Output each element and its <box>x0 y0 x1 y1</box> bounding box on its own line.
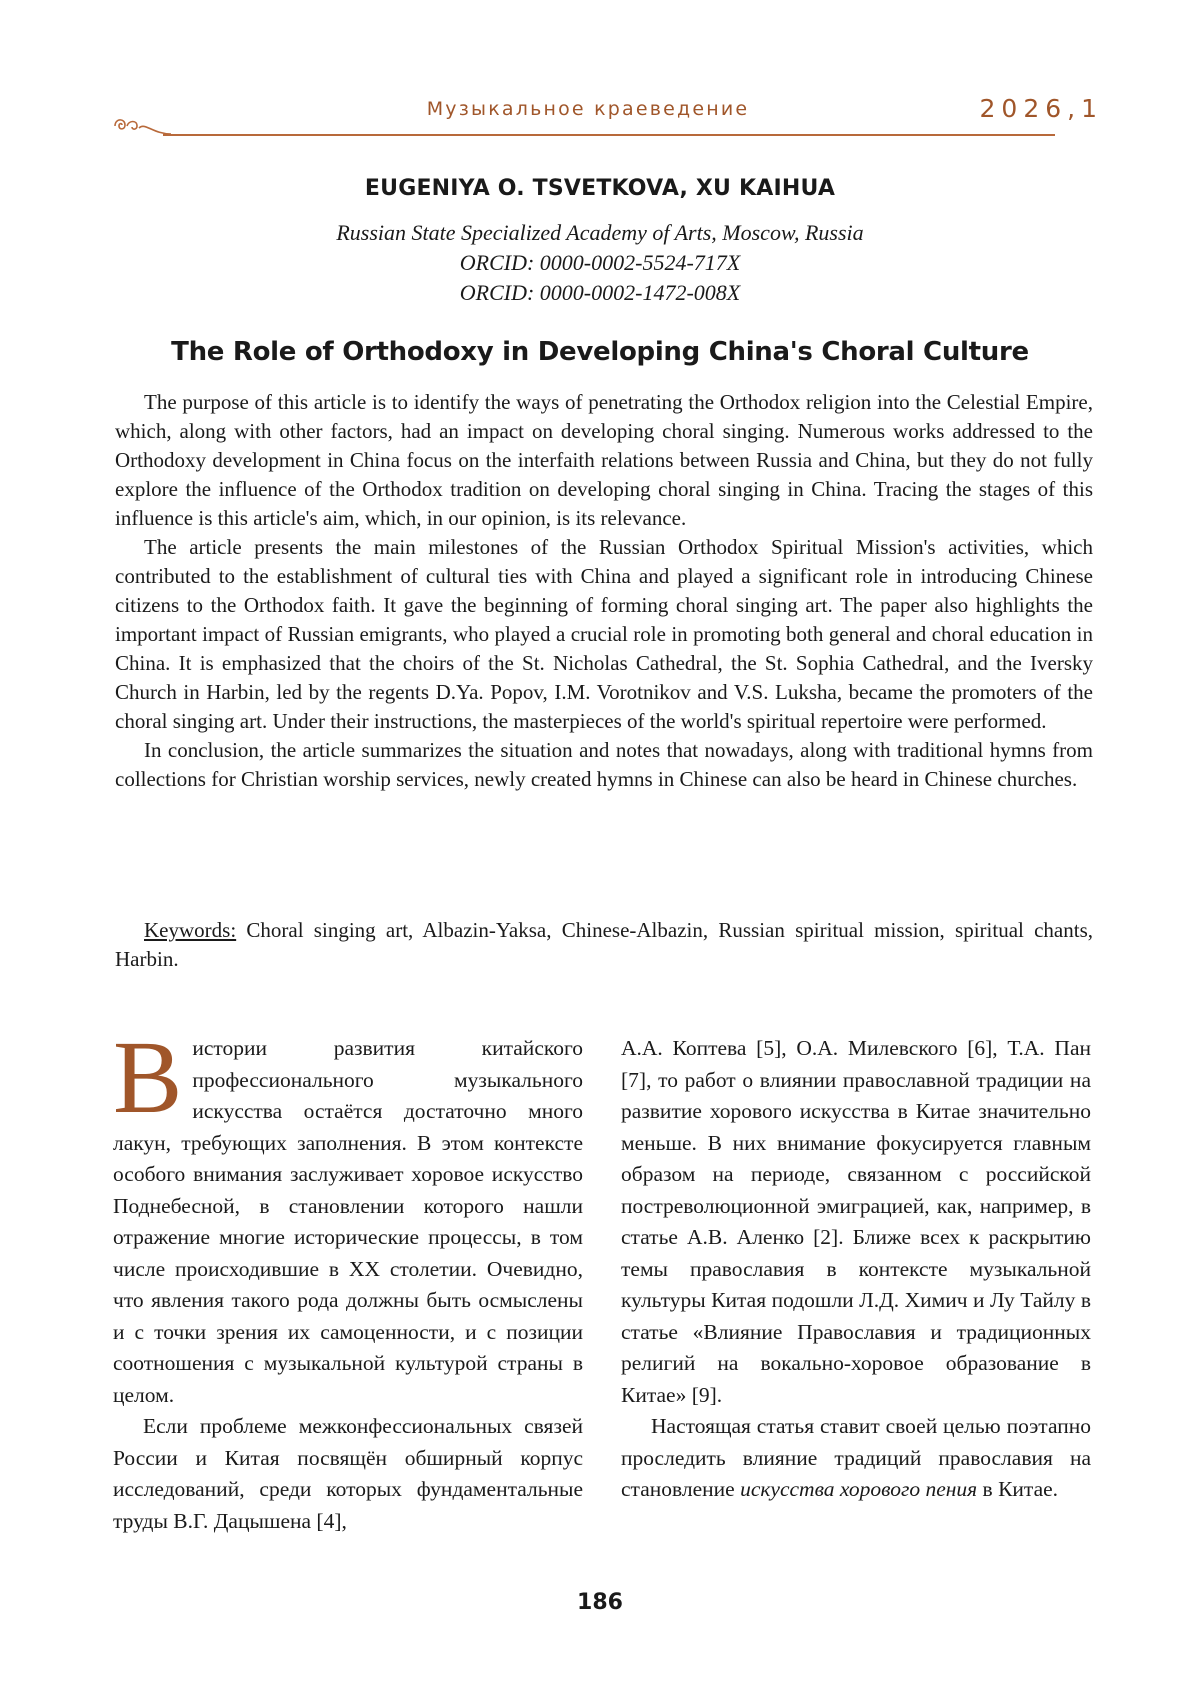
ornament-icon <box>113 112 173 136</box>
body-paragraph-4-end: в Китае. <box>977 1477 1059 1501</box>
orcid-1: ORCID: 0000-0002-5524-717X <box>459 250 741 275</box>
issue-number: 2026,1 <box>979 94 1103 123</box>
drop-cap: В <box>113 1020 183 1135</box>
keywords-text: Choral singing art, Albazin-Yaksa, Chinese-Albazin, Russian spiritual mission, spiritual chants, Harbin. <box>115 918 1093 971</box>
paper-title: The Role of Orthodoxy in Developing China's Choral Culture <box>171 337 1029 367</box>
orcid-2: ORCID: 0000-0002-1472-008X <box>459 280 741 305</box>
body-paragraph-1-text: истории развития китайского профессионального музыкального искусства остаётся достаточно много лакун, требующих заполнения. В этом контексте особого внимания заслуживает хоровое искусство Поднебесной, в становлении которого нашли отражение многие исторические процессы, в том числе происходившие в XX столетии. Очевидно, что явления такого рода должны быть осмыслены и с точки зрения их самоценности, и с позиции соотношения с музыкальной культурой страны в целом. <box>113 1036 583 1407</box>
body-column-left <box>113 1020 583 1537</box>
abstract-paragraph-2: The article presents the main milestones of the Russian Orthodox Spiritual Mission's activities, which contributed to the establishment of cultural ties with China and played a significant role in introducing Chinese citizens to the Orthodox faith. It gave the beginning of forming choral singing art. The paper also highlights the important impact of Russian emigrants, who played a crucial role in promoting both general and choral education in China. It is emphasized that the choirs of the St. Nicholas Cathedral, the St. Sophia Cathedral, and the Iversky Church in Harbin, led by the regents D.Ya. Popov, I.M. Vorotnikov and V.S. Luksha, became the promoters of the choral singing art. Under their instructions, the masterpieces of the world's spiritual repertoire were performed. <box>115 535 1093 733</box>
body-paragraph-4-italic: искусства хорового пения <box>740 1477 978 1501</box>
affiliation: Russian State Specialized Academy of Arts, Moscow, Russia <box>336 220 864 245</box>
keywords-label: Keywords: <box>144 918 237 942</box>
authors: EUGENIYA O. TSVETKOVA, XU KAIHUA <box>364 176 836 201</box>
body-paragraph-1 <box>113 1020 583 1411</box>
abstract-paragraph-1: The purpose of this article is to identify the ways of penetrating the Orthodox religion into the Celestial Empire, which, along with other factors, had an impact on developing choral singing. Numerous works addressed to the Orthodoxy development in China focus on the interfaith relations between Russia and China, but they do not fully explore the influence of the Orthodox tradition on developing choral singing in China. Tracing the stages of this influence is this article's aim, which, in our opinion, is its relevance. <box>115 390 1093 530</box>
page-number: 186 <box>577 1590 623 1615</box>
header-rule <box>163 134 1055 136</box>
keywords <box>115 916 1093 974</box>
abstract-paragraph-3: In conclusion, the article summarizes the situation and notes that nowadays, along with traditional hymns from collections for Christian worship services, newly created hymns in Chinese can also be heard in Chinese churches. <box>115 738 1093 791</box>
journal-title: Музыкальное краеведение <box>426 98 750 120</box>
abstract <box>115 388 1093 794</box>
body-paragraph-3: А.А. Коптева [5], О.А. Милевского [6], Т.А. Пан [7], то работ о влиянии православной традиции на развитие хорового искусства в Китае значительно меньше. В них внимание фокусируется главным образом на периоде, связанном с российской постреволюционной эмиграцией, как, например, в статье А.В. Аленко [2]. Ближе всех к раскрытию темы православия в контексте музыкальной культуры Китая подошли Л.Д. Химич и Лу Тайлу в статье «Влияние Православия и традиционных религий на вокально-хоровое образование в Китае» [9]. <box>621 1036 1091 1407</box>
body-column-right <box>621 1033 1091 1506</box>
body-paragraph-4-start: Настоящая статья ставит своей целью поэтапно проследить влияние традиций православия на становление <box>621 1414 1091 1501</box>
body-paragraph-2: Если проблеме межконфессиональных связей России и Китая посвящён обширный корпус исследований, среди которых фундаментальные труды В.Г. Дацышена [4], <box>113 1414 583 1533</box>
running-header <box>113 92 1103 140</box>
body-paragraph-4 <box>621 1411 1091 1506</box>
